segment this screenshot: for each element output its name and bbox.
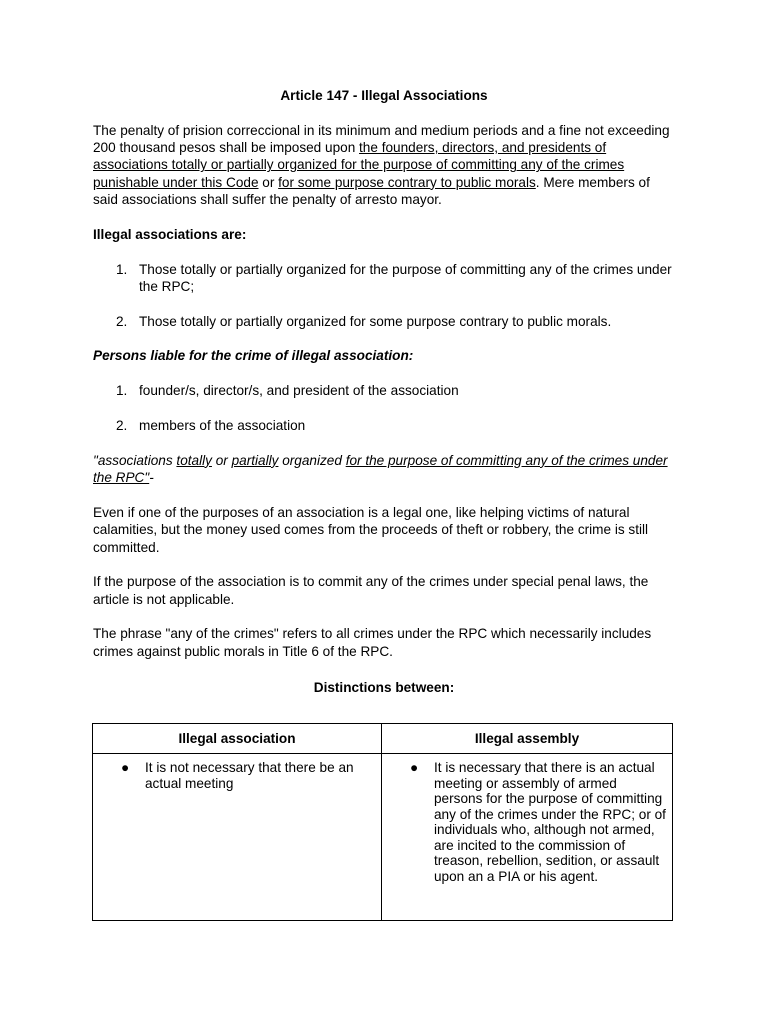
quote-part-3: or <box>211 452 232 468</box>
bullet-icon: ● <box>121 760 130 775</box>
intro-text-1: The penalty of prision correccional in its minimum and medium periods and a fine not exceeding 200 thousand pesos shall be imposed upon <box>93 122 670 156</box>
paragraph-any-of-the-crimes: The phrase "any of the crimes" refers to all crimes under the RPC which necessarily includes crimes against public morals in Title 6 of the RPC. <box>93 626 652 659</box>
distinctions-table <box>92 723 673 921</box>
paragraph-legal-purpose: Even if one of the purposes of an association is a legal one, like helping victims of natural calamities, but the money used comes from the proceeds of theft or robbery, the crime is still committed. <box>93 504 649 555</box>
intro-underlined-2: for some purpose contrary to public morals <box>278 174 536 190</box>
list-item-text: Those totally or partially organized for some purpose contrary to public morals. <box>139 313 612 329</box>
list-item <box>93 313 675 330</box>
header-illegal-association: Illegal association <box>93 724 382 753</box>
cell-text: It is not necessary that there be an actual meeting <box>145 760 354 791</box>
page-title: Article 147 - Illegal Associations <box>280 88 488 103</box>
persons-liable-heading: Persons liable for the crime of illegal association: <box>93 348 414 364</box>
list-item <box>93 382 675 399</box>
list-item <box>93 417 675 434</box>
list-number: 1. <box>116 383 128 399</box>
persons-liable-list <box>93 382 675 399</box>
distinctions-heading: Distinctions between: <box>313 679 455 695</box>
quote-totally: totally <box>176 452 212 468</box>
intro-text-2: or <box>258 174 279 190</box>
quote-dash: - <box>149 470 154 486</box>
cell-illegal-association <box>93 754 382 920</box>
document-page <box>93 86 675 696</box>
table-row <box>93 754 672 920</box>
intro-text-3: . Mere members of said associations shall suffer the penalty of arresto mayor. <box>93 174 650 207</box>
quote-part-1: "associations <box>93 452 177 468</box>
cell-text: It is necessary that there is an actual meeting or assembly of armed persons for the purpose of committing any of the crimes under the RPC; or of individuals who, although not armed, are incited to the commission of treason, rebellion, sedition, or assault upon an a PIA or his agent. <box>434 760 666 884</box>
intro-paragraph <box>93 122 675 208</box>
quote-partially: partially <box>231 452 279 468</box>
cell-illegal-assembly <box>382 754 672 920</box>
paragraph-special-penal-laws: If the purpose of the association is to commit any of the crimes under special penal laws, the article is not applicable. <box>93 574 649 607</box>
list-number: 2. <box>116 418 128 434</box>
list-number: 2. <box>116 313 128 329</box>
header-illegal-assembly: Illegal assembly <box>474 731 580 746</box>
illegal-associations-heading: Illegal associations are: <box>93 226 247 242</box>
list-item-text: founder/s, director/s, and president of the association <box>139 383 459 399</box>
quote-paragraph <box>93 452 675 487</box>
list-item <box>93 261 675 296</box>
intro-underlined-1: the founders, directors, and presidents of associations totally or partially organized for the purpose of committing any of the crimes punishable under this Code <box>93 140 625 190</box>
illegal-associations-list <box>93 261 675 296</box>
persons-liable-list-2 <box>93 417 675 434</box>
list-item-text: Those totally or partially organized for the purpose of committing any of the crimes under the RPC; <box>139 261 672 294</box>
illegal-associations-list-2 <box>93 313 675 330</box>
list-number: 1. <box>116 261 128 277</box>
quote-part-5: organized <box>278 452 346 468</box>
list-item-text: members of the association <box>139 418 306 434</box>
table-header-row <box>93 724 672 754</box>
bullet-icon: ● <box>410 760 419 775</box>
quote-purpose: for the purpose of committing any of the crimes under the RPC" <box>93 452 668 486</box>
